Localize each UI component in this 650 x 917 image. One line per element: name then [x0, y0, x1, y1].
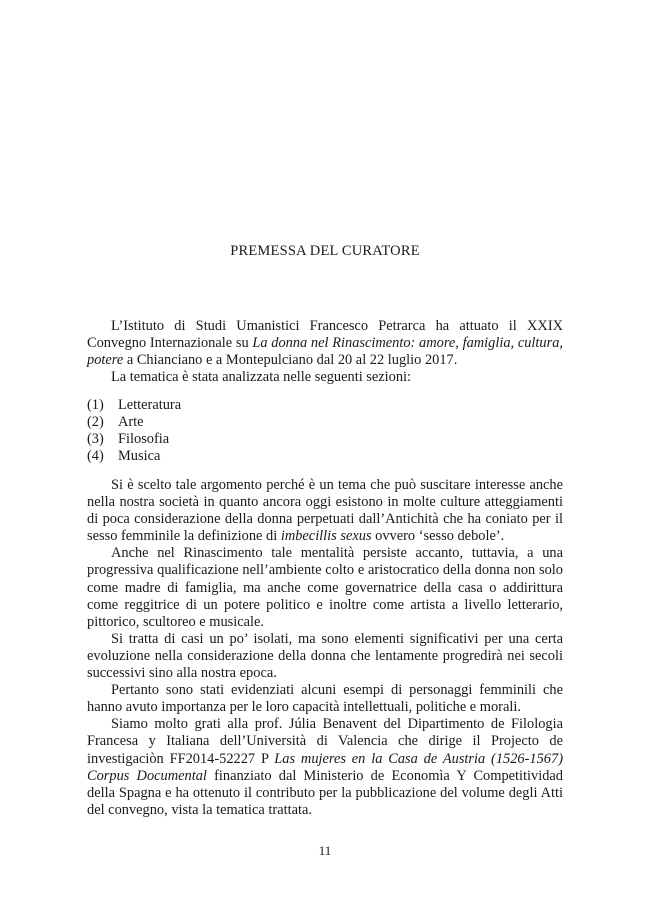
- intro-text: L’Istituto di Studi Umanistici Francesco Petrarca ha attuato il XXIX Convegno Internazionale su: [87, 318, 563, 352]
- item-label: Letteratura: [118, 397, 182, 413]
- sections-list: [87, 397, 181, 465]
- body-text-end: ovvero ‘sesso debole’.: [371, 528, 505, 545]
- item-number: (1): [87, 397, 104, 413]
- latin-term: imbecillis sexus: [280, 528, 372, 545]
- list-item: [87, 414, 181, 431]
- list-item: [87, 431, 181, 448]
- page-number: 11: [318, 843, 332, 858]
- project-title: Las mujeres en la Casa de Austria (1526-1567) Corpus Documental: [87, 750, 563, 784]
- body-paragraph: Anche nel Rinascimento tale mentalità persiste accanto, tuttavia, a una progressiva qualificazione nell’ambiente colto e aristocratico della donna non solo come madre di famiglia, ma anche come governatrice della casa o addirittura come reggitrice di un potere politico e inoltre come artista a livello letterario, pittorico, scultoreo e musicale.: [87, 545, 563, 630]
- item-number: (4): [87, 448, 104, 464]
- body-text-end: finanziato dal Ministerio de Economìa Y Competitividad della Spagna e ha ottenuto il contributo per la pubblicazione del volume degli Atti del convegno, vista la tematica trattata.: [87, 767, 563, 818]
- item-label: Arte: [118, 414, 144, 430]
- item-label: Filosofia: [118, 431, 170, 447]
- intro-paragraph: [87, 318, 563, 369]
- list-item: [87, 397, 181, 414]
- body-text: Siamo molto grati alla prof. Júlia Benavent del Dipartimento de Filologia Francesa y Italiana dell’Università di Valencia che dirige il Projecto de investigaciòn FF2014-52227 P: [87, 716, 563, 767]
- acknowledgement-paragraph: [87, 716, 563, 819]
- body-paragraph: Si tratta di casi un po’ isolati, ma sono elementi significativi per una certa evoluzione nella considerazione della donna che lentamente progredirà nei secoli successivi sino alla nostra epoca.: [87, 630, 563, 682]
- body-block: [87, 477, 563, 819]
- intro-block: [87, 318, 563, 386]
- body-paragraph: Pertanto sono stati evidenziati alcuni esempi di personaggi femminili che hanno avuto importanza per le loro capacità intellettuali, politiche e morali.: [87, 682, 563, 716]
- intro-text-end: a Chianciano e a Montepulciano dal 20 al 22 luglio 2017.: [123, 352, 458, 369]
- item-number: (2): [87, 414, 104, 430]
- list-item: [87, 448, 181, 465]
- body-text: Si è scelto tale argomento perché è un tema che può suscitare interesse anche nella nostra società in quanto ancora oggi esistono in molte culture atteggiamenti di poca considerazione della donna perpetuati dall’Antichità che ha coniato per il sesso femminile la definizione di: [87, 477, 563, 545]
- conference-title: La donna nel Rinascimento: amore, famiglia, cultura, potere: [87, 335, 564, 369]
- item-label: Musica: [118, 448, 161, 464]
- body-paragraph: [87, 477, 563, 545]
- sections-intro: La tematica è stata analizzata nelle seguenti sezioni:: [111, 369, 412, 386]
- page-title: PREMESSA DEL CURATORE: [230, 243, 420, 259]
- item-number: (3): [87, 431, 104, 447]
